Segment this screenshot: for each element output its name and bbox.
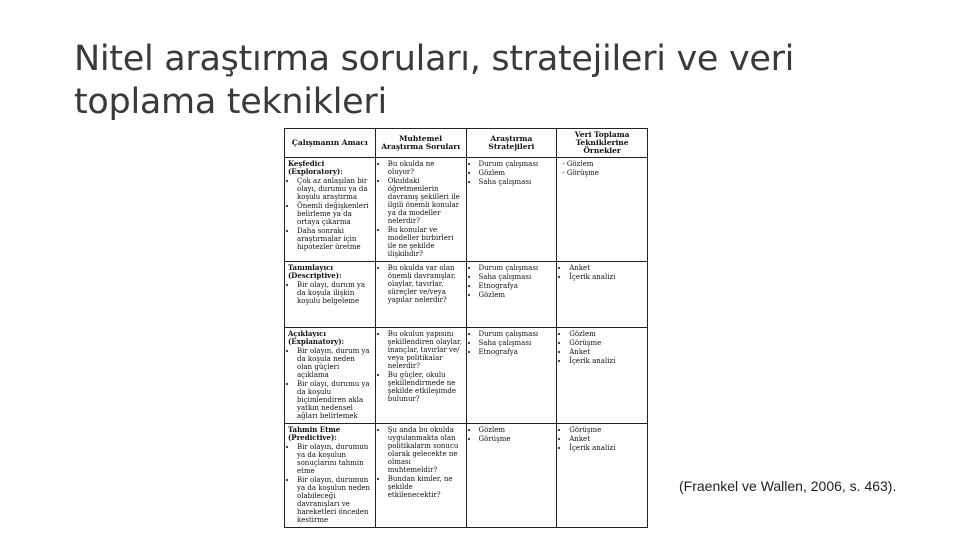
questions-cell [375,328,466,424]
table-row [285,424,648,528]
list-item: • Etnografya [479,348,554,356]
purpose-title: Keşfedici (Exploratory): [288,159,343,176]
citation: (Fraenkel ve Wallen, 2006, s. 463). [679,478,897,494]
techniques-cell [557,424,648,528]
list-item: • Şu anda bu okulda uygulanmakta olan politikaların sonucu olarak gelecekte ne olması muhtemeldir? [388,426,463,474]
list-item: • Görüşme [569,339,644,347]
techniques-cell [557,262,648,328]
list-item: • Saha çalışması [479,273,554,281]
strategies-cell [466,262,557,328]
strategies-cell [466,424,557,528]
techniques-cell [557,158,648,262]
header-text: Araştırma Soruları [381,142,461,151]
questions-cell [375,424,466,528]
list-item: • Etnografya [479,282,554,290]
research-table [284,128,648,528]
header-purpose [285,129,376,158]
list-item: • Gözlem [569,330,644,338]
list-item: - Gözlem [562,160,594,168]
table-row [285,262,648,328]
list-item: • Bir olayın, durumun ya da koşulun neden olabileceği davranışları ve hareketleri önceden kestirme [297,476,372,524]
list-item: - Görüşme [562,169,599,177]
header-text: Örnekler [583,146,621,155]
strategies-cell [466,328,557,424]
list-item: • Görüşme [479,435,554,443]
header-techniques [557,129,648,158]
list-item: • Anket [569,264,644,272]
questions-cell [375,262,466,328]
header-text: Tekniklerine [575,138,629,147]
list-item: • İçerik analizi [569,444,644,452]
list-item: • Bir olayın, durumun ya da koşulun sonuçlarını tahmin etme [297,443,372,475]
header-strategies [466,129,557,158]
list-item: • Daha sonraki araştırmalar için hipotezler üretme [297,227,372,251]
techniques-cell [557,328,648,424]
list-item: • Anket [569,348,644,356]
header-text: Muhtemel [399,134,443,143]
purpose-cell [285,328,376,424]
list-item: • Bu okulun yapısını şekillendiren olaylar, inançlar, tavırlar ve/ veya politikalar nelerdir? [388,330,463,370]
list-item: • İçerik analizi [569,357,644,365]
header-text: Çalışmanın Amacı [291,138,368,147]
list-item: • Durum çalışması [479,330,554,338]
header-text: Araştırma [490,134,533,143]
list-item: • Bir olayı, durumu ya da koşulu biçimlendiren akla yatkın nedensel ağları belirlemek [297,380,372,420]
list-item: • Saha çalışması [479,339,554,347]
list-item: • Bir olayı, durum ya da koşula ilişkin koşulu belgeleme [297,281,372,305]
slide-title-line-1: Nitel araştırma soruları, stratejileri ve veri [74,39,795,79]
list-item: • Çok az anlaşılan bir olayı, durumu ya da koşulu araştırma [297,177,372,201]
table-header-row [285,129,648,158]
slide-title-line-2: toplama teknikleri [74,82,387,122]
list-item: • İçerik analizi [569,273,644,281]
header-questions [375,129,466,158]
list-item: • Gözlem [479,169,554,177]
list-item: • Bu okulda ne oluyor? [388,160,463,176]
purpose-cell [285,158,376,262]
header-text: Veri Toplama [574,130,630,139]
list-item: • Saha çalışması [479,178,554,186]
list-item: • Gözlem [479,426,554,434]
list-item: • Bu konular ve modeller birbirleri ile ne şekilde ilişkilidir? [388,226,463,258]
research-table-image [284,128,648,524]
header-text: Stratejileri [488,142,535,151]
list-item: • Önemli değişkenleri belirleme ya da ortaya çıkarma [297,202,372,226]
purpose-title: Tanımlayıcı (Descriptive): [288,263,342,280]
list-item: • Durum çalışması [479,264,554,272]
strategies-cell [466,158,557,262]
list-item: • Durum çalışması [479,160,554,168]
list-item: • Anket [569,435,644,443]
purpose-title: Açıklayıcı (Explanatory): [288,329,345,346]
list-item: • Görüşme [569,426,644,434]
list-item: • Bundan kimler, ne şekilde etkilenecektir? [388,475,463,499]
table-row [285,328,648,424]
purpose-cell [285,262,376,328]
purpose-title: Tahmin Etme (Predictive): [288,425,341,442]
list-item: • Bu okulda var olan önemli davranışlar, olaylar, tavırlar, süreçler ve/veya yapılar nelerdir? [388,264,463,304]
questions-cell [375,158,466,262]
list-item: • Bu güçler, okulu şekillendirmede ne şekilde etkileşimde bulunur? [388,371,463,403]
purpose-cell [285,424,376,528]
list-item: • Okuldaki öğretmenlerin davranış şekilleri ile ilgili önemli konular ya da modeller nelerdir? [388,177,463,225]
list-item: • Gözlem [479,291,554,299]
slide-title [74,38,874,124]
table-row [285,158,648,262]
list-item: • Bir olayın, durum ya da koşula neden olan güçleri açıklama [297,347,372,379]
